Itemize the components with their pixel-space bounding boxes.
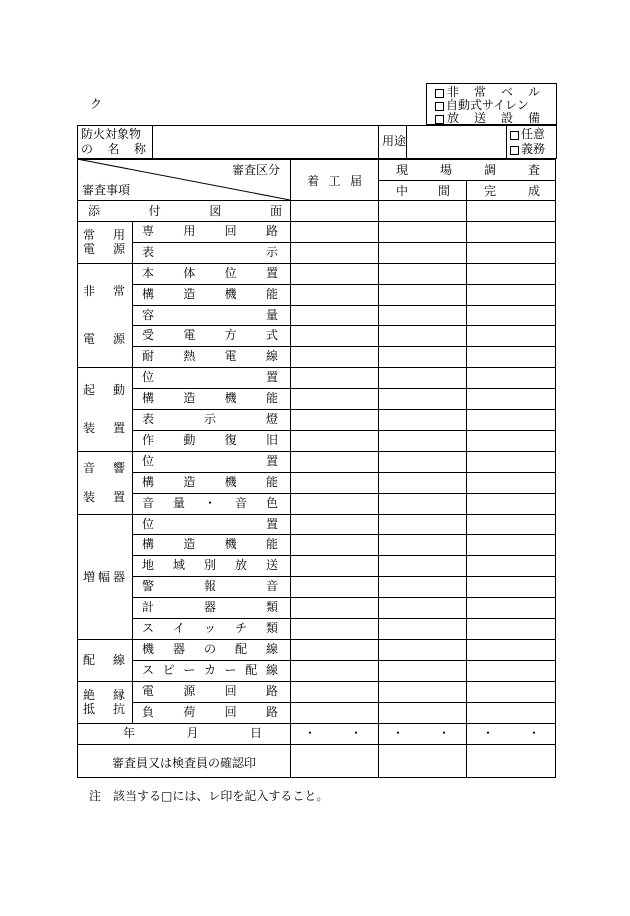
rule-line <box>132 242 556 243</box>
date-separator: ・ <box>528 726 541 740</box>
char: 器 <box>203 600 216 614</box>
rule-line <box>132 388 556 389</box>
checkbox[interactable] <box>435 113 446 125</box>
char: 警 <box>142 579 155 593</box>
check-item <box>142 622 278 634</box>
rule-line <box>132 702 556 703</box>
col-start-notice <box>307 175 362 187</box>
seal-field[interactable] <box>380 746 464 776</box>
char: 計 <box>142 600 155 614</box>
char: 機 <box>224 287 237 301</box>
char: 動 <box>183 433 196 447</box>
char: 増 <box>83 569 96 584</box>
char: 装 <box>83 421 96 436</box>
group-name <box>83 571 125 583</box>
char: 置 <box>112 490 125 505</box>
rule-line <box>77 514 556 515</box>
char: 地 <box>142 558 155 572</box>
char: 負 <box>142 705 155 719</box>
char: 源 <box>112 241 125 256</box>
object-name-field[interactable] <box>154 128 376 156</box>
char: ベ <box>500 85 513 99</box>
char: 抵 <box>83 701 96 716</box>
rule-line <box>132 576 556 577</box>
checkbox[interactable] <box>435 87 446 99</box>
char: 調 <box>483 163 496 177</box>
char: 備 <box>527 111 540 125</box>
char: 専 <box>142 224 155 238</box>
char: 配 <box>245 663 258 677</box>
char: 音 <box>83 460 96 475</box>
alarm-option <box>447 86 540 98</box>
alarm-option: 自動式サイレン <box>446 98 529 112</box>
char: 響 <box>112 460 125 475</box>
char: 常 <box>473 85 486 99</box>
col-interim <box>396 185 450 197</box>
char: 造 <box>183 475 196 489</box>
rule-line <box>378 125 379 159</box>
char: 付 <box>148 204 161 218</box>
char: 類 <box>265 600 278 614</box>
group-name <box>83 462 125 474</box>
date-separator: ・ <box>438 726 451 740</box>
group-name <box>83 229 125 241</box>
use-field[interactable] <box>408 128 504 156</box>
char: 路 <box>265 705 278 719</box>
char: 位 <box>142 517 155 531</box>
check-item <box>142 685 278 697</box>
char: 別 <box>203 558 216 572</box>
char: 幅 <box>97 569 110 584</box>
seal-label: 審査員又は検査員の確認印 <box>112 756 257 770</box>
char: 路 <box>265 684 278 698</box>
char: 作 <box>142 433 155 447</box>
char: 機 <box>142 642 155 656</box>
group-name <box>83 243 125 255</box>
char: 面 <box>269 204 282 218</box>
char: 音 <box>142 496 155 510</box>
char: 中 <box>396 184 409 198</box>
date-separator: ・ <box>482 726 495 740</box>
char: 起 <box>83 382 96 397</box>
char: 放 <box>234 558 247 572</box>
rule-line <box>132 472 556 473</box>
check-item <box>142 413 278 425</box>
char: 送 <box>473 111 486 125</box>
char: 電 <box>183 328 196 342</box>
char: 回 <box>224 684 237 698</box>
rule-line <box>406 125 407 159</box>
rule-line <box>77 723 556 724</box>
char: 回 <box>224 224 237 238</box>
char: 能 <box>265 287 278 301</box>
char: 現 <box>396 163 409 177</box>
char: 置 <box>265 370 278 384</box>
rule-line <box>132 597 556 598</box>
char: 造 <box>183 287 196 301</box>
rule-line <box>132 346 556 347</box>
group-name <box>83 422 125 434</box>
check-item <box>142 664 278 676</box>
date-separator: ・ <box>350 726 363 740</box>
char: 構 <box>142 475 155 489</box>
char: 場 <box>439 163 452 177</box>
rule-line <box>152 125 153 159</box>
char: 色 <box>265 496 278 510</box>
group-name <box>83 689 125 701</box>
checkbox[interactable] <box>435 100 446 112</box>
char: 電 <box>224 349 237 363</box>
char: 旧 <box>265 433 278 447</box>
seal-field[interactable] <box>292 746 376 776</box>
checkbox[interactable] <box>510 144 521 156</box>
char: ル <box>527 85 540 99</box>
rule-line <box>378 180 556 181</box>
col-site-survey <box>396 164 540 176</box>
char: ッ <box>203 621 216 635</box>
char: 配 <box>83 653 96 667</box>
char: 電 <box>83 331 96 346</box>
items-label: 審査事項 <box>82 183 131 197</box>
char: 能 <box>265 537 278 551</box>
char: ス <box>142 663 155 677</box>
date-separator: ・ <box>304 726 317 740</box>
char: 構 <box>142 287 155 301</box>
rule-line <box>132 305 556 306</box>
rule-line <box>132 263 133 367</box>
use-label: 用途 <box>382 134 407 148</box>
rule-line <box>77 221 556 222</box>
group-name <box>83 491 125 503</box>
char: 示 <box>203 412 216 426</box>
char: 器 <box>172 642 185 656</box>
char: 置 <box>265 266 278 280</box>
rule-line <box>77 744 556 745</box>
char: 月 <box>186 726 199 740</box>
rule-line <box>506 125 507 159</box>
check-item <box>142 309 278 321</box>
group-name <box>83 333 125 345</box>
rule-line <box>132 493 556 494</box>
char: 放 <box>447 111 460 125</box>
rule-line <box>132 284 556 285</box>
category-label: 審査区分 <box>232 163 281 177</box>
char: 構 <box>142 391 155 405</box>
char: 荷 <box>183 705 196 719</box>
char: 回 <box>224 705 237 719</box>
check-item <box>142 392 278 404</box>
char: 完 <box>484 184 497 198</box>
char: 量 <box>265 308 278 322</box>
char: 音 <box>234 496 247 510</box>
char: 機 <box>224 475 237 489</box>
char: 絶 <box>83 688 96 703</box>
char: 設 <box>500 111 513 125</box>
mandatory-label: 義務 <box>521 142 546 156</box>
group-name <box>83 384 125 396</box>
check-item <box>142 434 278 446</box>
char: 源 <box>183 684 196 698</box>
char: 能 <box>265 391 278 405</box>
rule-line <box>132 555 556 556</box>
rule-line <box>77 367 556 368</box>
form-mark: ク <box>90 97 103 111</box>
check-item <box>142 643 278 655</box>
rule-line <box>77 263 556 264</box>
char: 位 <box>224 266 237 280</box>
char: 工 <box>328 174 341 188</box>
char: 着 <box>307 174 320 188</box>
char: 器 <box>112 569 125 584</box>
check-item <box>142 580 278 592</box>
char: 類 <box>265 621 278 635</box>
char: 名 <box>107 142 120 156</box>
char: 電 <box>142 684 155 698</box>
char: 造 <box>183 537 196 551</box>
group-name <box>83 285 125 297</box>
char: 造 <box>183 391 196 405</box>
char: 送 <box>265 558 278 572</box>
char: イ <box>172 621 185 635</box>
char: カ <box>203 663 216 677</box>
check-item <box>142 371 278 383</box>
object-name-label <box>81 143 146 155</box>
check-item <box>142 455 278 467</box>
char: 成 <box>527 184 540 198</box>
char: 位 <box>142 370 155 384</box>
char: 日 <box>249 726 262 740</box>
rule-line <box>132 325 556 326</box>
rule-line <box>132 430 556 431</box>
rule-line <box>132 451 133 514</box>
char: 図 <box>209 204 222 218</box>
char: 位 <box>142 454 155 468</box>
char: 受 <box>142 328 155 342</box>
char: 音 <box>265 579 278 593</box>
char: 熱 <box>183 349 196 363</box>
checkbox[interactable] <box>510 129 521 141</box>
footnote: 注 該当する□には、レ印を記入すること。 <box>89 789 329 803</box>
char: ピ <box>162 663 175 677</box>
char: 量 <box>172 496 185 510</box>
rule-line <box>77 639 556 640</box>
check-item <box>142 497 278 509</box>
char: 線 <box>265 642 278 656</box>
check-item <box>142 329 278 341</box>
alarm-option <box>447 112 540 124</box>
char: 線 <box>265 349 278 363</box>
group-name <box>83 654 125 666</box>
object-name-label: 防火対象物 <box>81 127 142 141</box>
rule-line <box>132 618 556 619</box>
char: 容 <box>142 308 155 322</box>
rule-line <box>466 180 467 778</box>
char: 燈 <box>265 412 278 426</box>
check-item <box>142 350 278 362</box>
char: 非 <box>447 85 460 99</box>
check-item <box>142 267 278 279</box>
rule-line <box>132 660 556 661</box>
char: ー <box>183 663 196 677</box>
char: 電 <box>83 241 96 256</box>
char: 体 <box>183 266 196 280</box>
char: 構 <box>142 537 155 551</box>
char: 機 <box>224 391 237 405</box>
char: 添 <box>88 204 101 218</box>
date-label <box>123 727 262 739</box>
char: 称 <box>133 142 146 156</box>
char: 常 <box>83 228 96 243</box>
char: 域 <box>172 558 185 572</box>
char: 届 <box>349 174 362 188</box>
char: 線 <box>265 663 278 677</box>
char: 間 <box>437 184 450 198</box>
char: 非 <box>83 284 96 299</box>
check-item <box>142 518 278 530</box>
char: 耐 <box>142 349 155 363</box>
char: 復 <box>224 433 237 447</box>
char: 動 <box>112 382 125 397</box>
char: チ <box>234 621 247 635</box>
char: の <box>81 142 94 156</box>
char: 置 <box>265 517 278 531</box>
char: 抗 <box>112 701 125 716</box>
char: ー <box>224 663 237 677</box>
char: 式 <box>265 328 278 342</box>
rule-line <box>77 451 556 452</box>
char: 装 <box>83 490 96 505</box>
char: 置 <box>265 454 278 468</box>
date-separator: ・ <box>392 726 405 740</box>
char: 本 <box>142 266 155 280</box>
rule-line <box>378 159 379 778</box>
char: 方 <box>224 328 237 342</box>
seal-field[interactable] <box>468 746 552 776</box>
voluntary-label: 任意 <box>521 127 546 141</box>
rule-line <box>132 534 556 535</box>
char: 能 <box>265 475 278 489</box>
rule-line <box>77 681 556 682</box>
attachments-row <box>88 205 282 217</box>
char: 年 <box>123 726 136 740</box>
char: 表 <box>142 245 155 259</box>
char: 路 <box>265 224 278 238</box>
char: 用 <box>112 228 125 243</box>
char: 用 <box>183 224 196 238</box>
char: 置 <box>112 421 125 436</box>
char: 配 <box>234 642 247 656</box>
check-item <box>142 706 278 718</box>
char: 示 <box>265 245 278 259</box>
char: ・ <box>203 496 216 510</box>
char: 表 <box>142 412 155 426</box>
char: 源 <box>112 331 125 346</box>
check-item <box>142 225 278 237</box>
char: 機 <box>224 537 237 551</box>
check-item <box>142 288 278 300</box>
rule-line <box>290 159 291 778</box>
char: ス <box>142 621 155 635</box>
char: 査 <box>527 163 540 177</box>
rule-line <box>132 409 556 410</box>
check-item <box>142 601 278 613</box>
check-item <box>142 538 278 550</box>
char: 常 <box>112 284 125 299</box>
check-item <box>142 246 278 258</box>
char: 報 <box>203 579 216 593</box>
check-item <box>142 476 278 488</box>
group-name <box>83 703 125 715</box>
char: 縁 <box>112 688 125 703</box>
col-completion <box>484 185 540 197</box>
char: 線 <box>112 653 125 667</box>
rule-line <box>77 200 556 201</box>
char: の <box>203 642 216 656</box>
check-item <box>142 559 278 571</box>
